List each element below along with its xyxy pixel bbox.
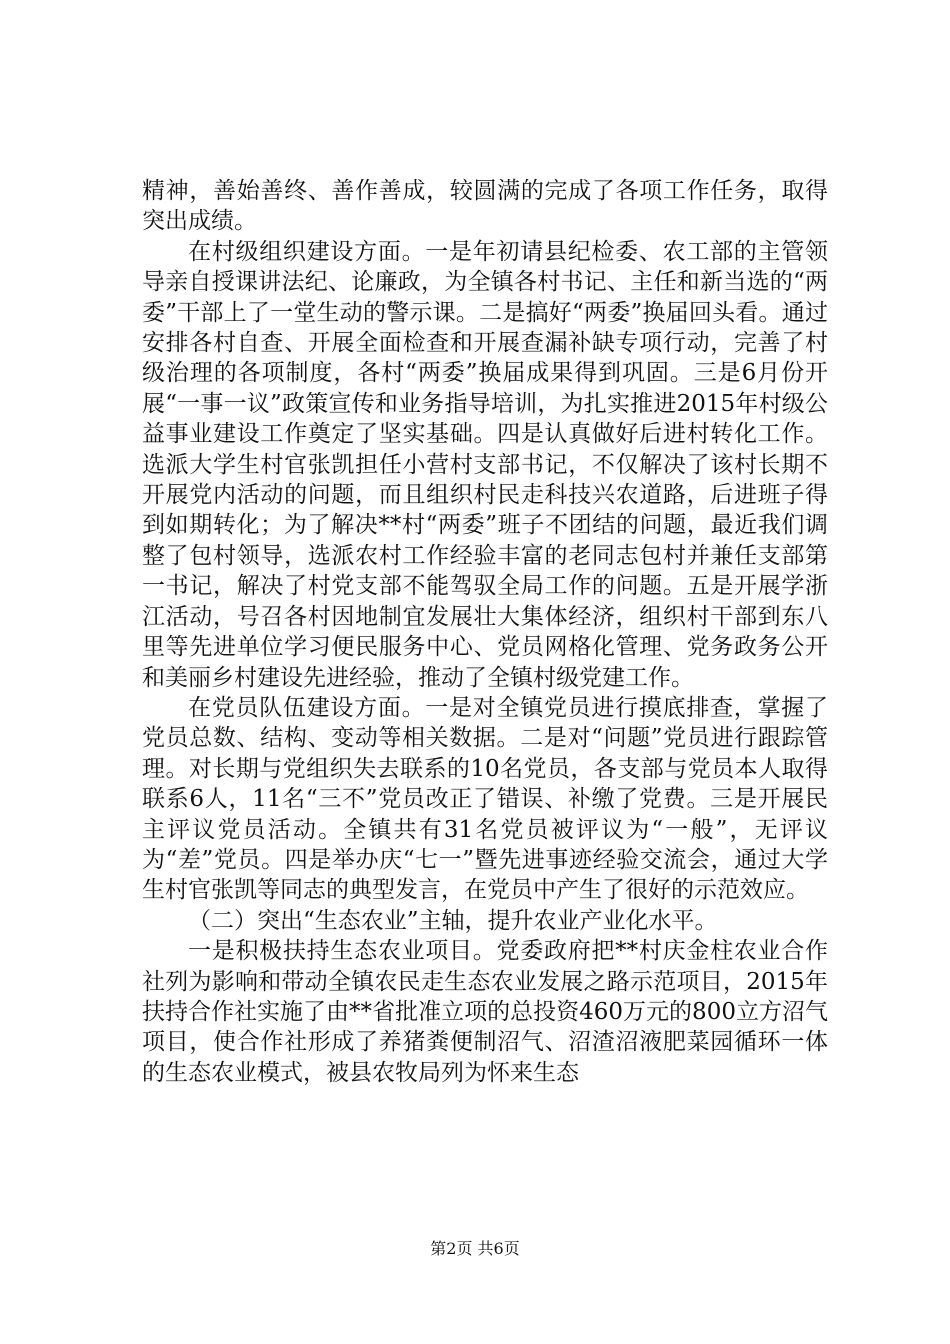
paragraph-continuation: 精神，善始善终、善作善成，较圆满的完成了各项工作任务，取得突出成绩。	[142, 178, 828, 235]
page-number-footer: 第2页 共6页	[430, 1239, 520, 1258]
document-body	[142, 176, 828, 1088]
section-heading-ecological-agriculture: （二）突出“生态农业”主轴，提升农业产业化水平。	[188, 907, 718, 934]
paragraph-ecological-projects: 一是积极扶持生态农业项目。党委政府把**村庆金柱农业合作社列为影响和带动全镇农民走生态农业发展之路示范项目，2015年扶持合作社实施了由**省批准立项的总投资460万元的800立方沼气项目，使合作社形成了养猪粪便制沼气、沼渣沼液肥菜园循环一体的生态农业模式，被县农牧局列为怀来生态	[142, 938, 828, 1086]
paragraph-party-member-team: 在党员队伍建设方面。一是对全镇党员进行摸底排查，掌握了党员总数、结构、变动等相关数据。二是对“问题”党员进行跟踪管理。对长期与党组织失去联系的10名党员，各支部与党员本人取得联系6人，11名“三不”党员改正了错误、补缴了党费。三是开展民主评议党员活动。全镇共有31名党员被评议为“一般”，无评议为“差”党员。四是举办庆“七一”暨先进事迹经验交流会，通过大学生村官张凯等同志的典型发言，在党员中产生了很好的示范效应。	[142, 694, 828, 904]
paragraph-village-organization: 在村级组织建设方面。一是年初请县纪检委、农工部的主管领导亲自授课讲法纪、论廉政，为全镇各村书记、主任和新当选的“两委”干部上了一堂生动的警示课。二是搞好“两委”换届回头看。通过安排各村自查、开展全面检查和开展查漏补缺专项行动，完善了村级治理的各项制度，各村“两委”换届成果得到巩固。三是6月份开展“一事一议”政策宣传和业务指导培训，为扎实推进2015年村级公益事业建设工作奠定了坚实基础。四是认真做好后进村转化工作。选派大学生村官张凯担任小营村支部书记，不仅解决了该村长期不开展党内活动的问题，而且组织村民走科技兴农道路，后进班子得到如期转化；为了解决**村“两委”班子不团结的问题，最近我们调整了包村领导，选派农村工作经验丰富的老同志包村并兼任支部第一书记，解决了村党支部不能驾驭全局工作的问题。五是开展学浙江活动，号召各村因地制宜发展壮大集体经济，组织村干部到东八里等先进单位学习便民服务中心、党员网格化管理、党务政务公开和美丽乡村建设先进经验，推动了全镇村级党建工作。	[142, 238, 828, 691]
